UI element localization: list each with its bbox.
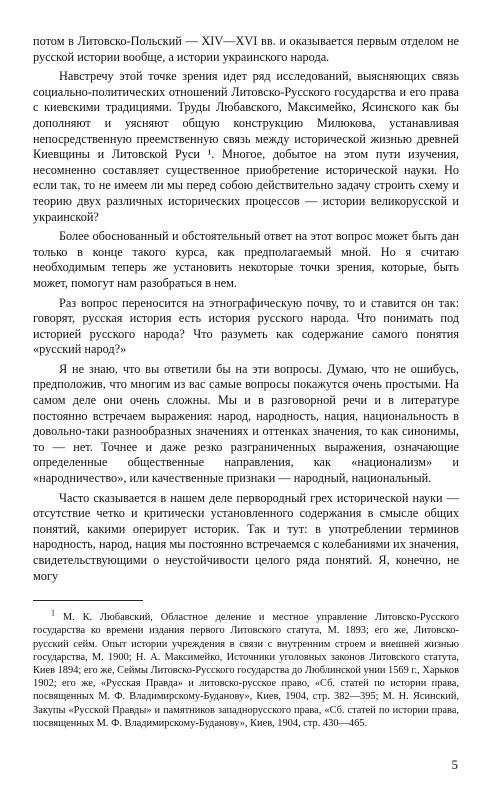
footnote-marker: 1: [51, 608, 55, 618]
page-body: [33, 34, 459, 730]
paragraph-4: Раз вопрос переносится на этнографическую почву, то и ставится он так: говорят, русская история есть история русского народа. Что понимать под историей русского народа? Что разуметь как содержание самого понятия «русский народ?»: [33, 295, 459, 357]
footnote-divider: [33, 600, 143, 601]
footnote-text: М. К. Любавский, Областное деление и местное управление Литовско-Русского государства ко времени издания первого Литовского статута, М. 1893; его же, Литовско-русский сейм. Опыт истории учреждения в связи с внутренним строем и внешней жизнью государства, М. 1900; Н. А. Максимейко, Источники уголовных законов Литовского статута, Киев 1894; его же, Сеймы Литовско-Русского государства до Люблинской унии 1569 г., Харьков 1902; его же, «Русская Правда» и литовско-русское право, «Сб. статей по истории права, посвященных М. Ф. Владимирскому-Буданову», Киев, 1904, стр. 382—395; М. Н. Ясинский, Закупы «Русской Правды» и памятников западнорусского права, «Сб. статей по истории права, посвященных М. Ф. Владимирскому-Буданову», Киев, 1904, стр. 430—465.: [33, 612, 459, 729]
paragraph-5: Я не знаю, что вы ответили бы на эти вопросы. Думаю, что не ошибусь, предположив, что многим из вас самые вопросы покажутся очень простыми. На самом деле они очень сложны. Мы и в разговорной речи и в литературе постоянно встречаем выражения: народ, народность, нация, национальность в довольно-таки разнообразных значениях и оттенках значения, то как синонимы, то — нет. Точнее и даже резко разграниченных выражения, означающие определенные общественные направления, как «национализм» и «народничество», или качественные признаки — народный, национальный.: [33, 361, 459, 486]
page-number: 5: [451, 757, 458, 772]
paragraph-2: Навстречу этой точке зрения идет ряд исследований, выясняющих связь социально-политических отношений Литовско-Русского государства и его права с киевскими традициями. Труды Любавского, Максимейко, Ясинского как бы дополняют и уясняют общую конструкцию Милюкова, устанавливая непосредственную преемственную связь между исторической жизнью древней Киевщины и Литовской Руси ¹. Многое, добытое на этом пути изучения, несомненно составляет существенное приобретение исторической науки. Но если так, то не имеем ли мы перед собою действительно задачу строить схему и теорию двух различных исторических процессов — истории великорусской и украинской?: [33, 69, 459, 224]
paragraph-6: Часто сказывается в нашем деле первородный грех исторической науки — отсутствие четко и критически установленного содержания в смысле общих понятий, какими оперирует историк. Так и тут: в употреблении терминов народность, народ, нация мы постоянно встречаемся с колебаниями их значения, свидетельствующими о неустойчивости целого ряда понятий. Я, конечно, не могу: [33, 490, 459, 583]
footnote: [33, 608, 459, 730]
paragraph-1: потом в Литовско-Польский — XIV—XVI вв. и оказывается первым отделом не русской истории вообще, а истории украинского народа.: [33, 34, 459, 64]
paragraph-3: Более обоснованный и обстоятельный ответ на этот вопрос может быть дан только в конце такого курса, как предполагаемый мной. Но я считаю необходимым теперь же установить некоторые точки зрения, которые, быть может, помогут нам разобраться в нем.: [33, 229, 459, 290]
